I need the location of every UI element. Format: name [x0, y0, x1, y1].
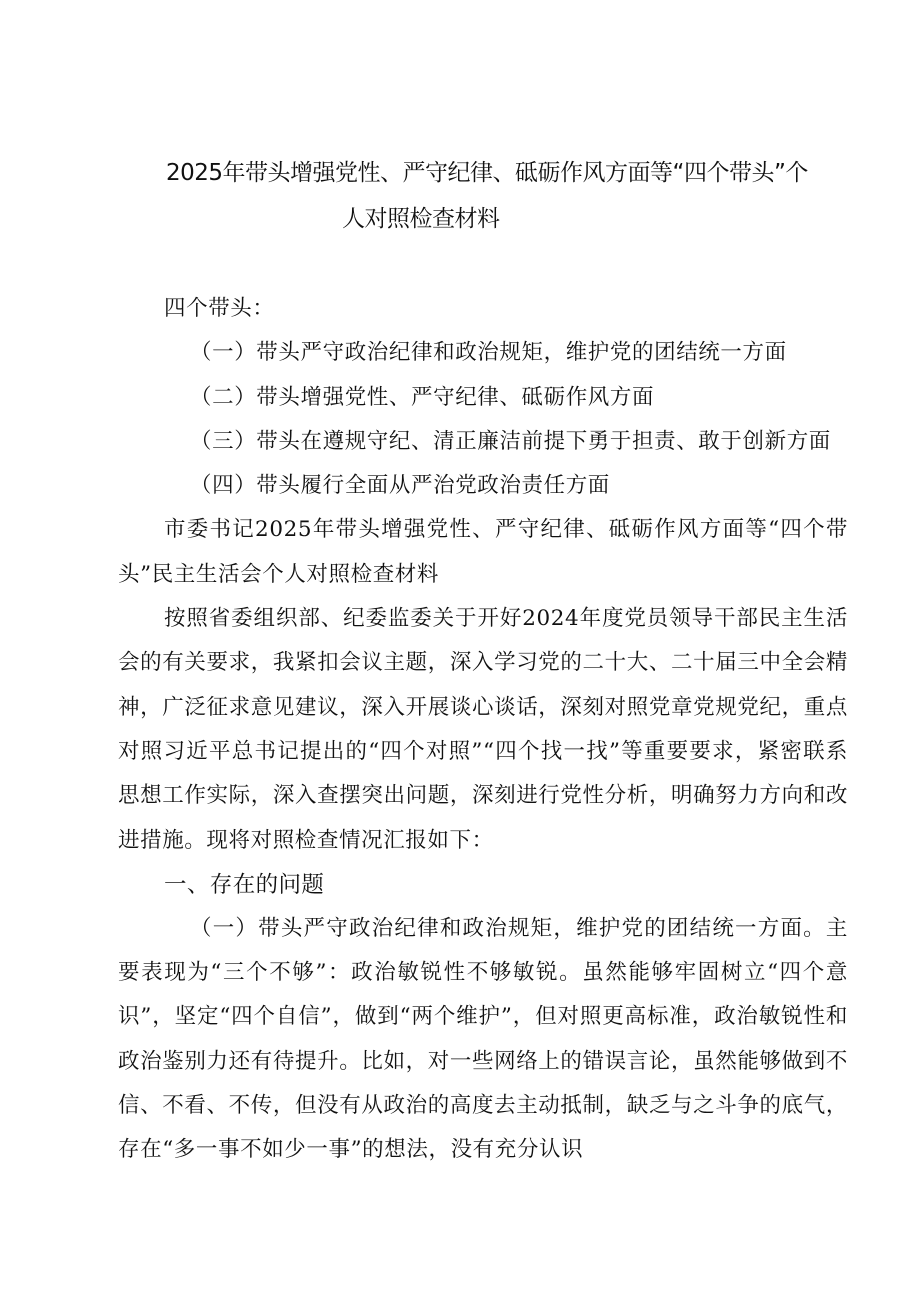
list-item-1: （一）带头严守政治纪律和政治规矩，维护党的团结统一方面: [190, 340, 787, 366]
title-line-1: 2025年带头增强党性、严守纪律、砥砺作风方面等“四个带头”个: [166, 160, 808, 186]
title-line-2: 人对照检查材料: [342, 206, 500, 232]
intro-label: 四个带头：: [164, 296, 275, 321]
section-paragraph: （一）带头严守政治纪律和政治规矩，维护党的团结统一方面。主要表现为“三个不够”：政治敏锐性不够敏锐。虽然能够牢固树立“四个意识”，坚定“四个自信”，做到“两个维护”，但对照更高标准，政治敏锐性和政治鉴别力还有待提升。比如，对一些网络上的错误言论，虽然能够做到不信、不看、不传，但没有从政治的高度去主动抵制，缺乏与之斗争的底气，存在“多一事不如少一事”的想法，没有充分认识: [118, 915, 848, 1163]
list-item-3: （三）带头在遵规守纪、清正廉洁前提下勇于担责、敢于创新方面: [190, 428, 831, 454]
list-item-4: （四）带头履行全面从严治党政治责任方面: [190, 473, 610, 499]
document-subtitle: 市委书记2025年带头增强党性、严守纪律、砥砺作风方面等“四个带头”民主生活会个人对照检查材料: [118, 517, 848, 587]
section-heading: 一、存在的问题: [164, 871, 325, 898]
document-title: [118, 150, 878, 242]
list-item-2: （二）带头增强党性、严守纪律、砥砺作风方面: [190, 384, 655, 410]
document-body: [118, 287, 848, 1173]
intro-paragraph: 按照省委组织部、纪委监委关于开好2024年度党员领导干部民主生活会的有关要求，我紧扣会议主题，深入学习党的二十大、二十届三中全会精神，广泛征求意见建议，深入开展谈心谈话，深刻对照党章党规党纪，重点对照习近平总书记提出的“四个对照”“四个找一找”等重要要求，紧密联系思想工作实际，深入查摆突出问题，深刻进行党性分析，明确努力方向和改进措施。现将对照检查情况汇报如下：: [118, 606, 848, 853]
